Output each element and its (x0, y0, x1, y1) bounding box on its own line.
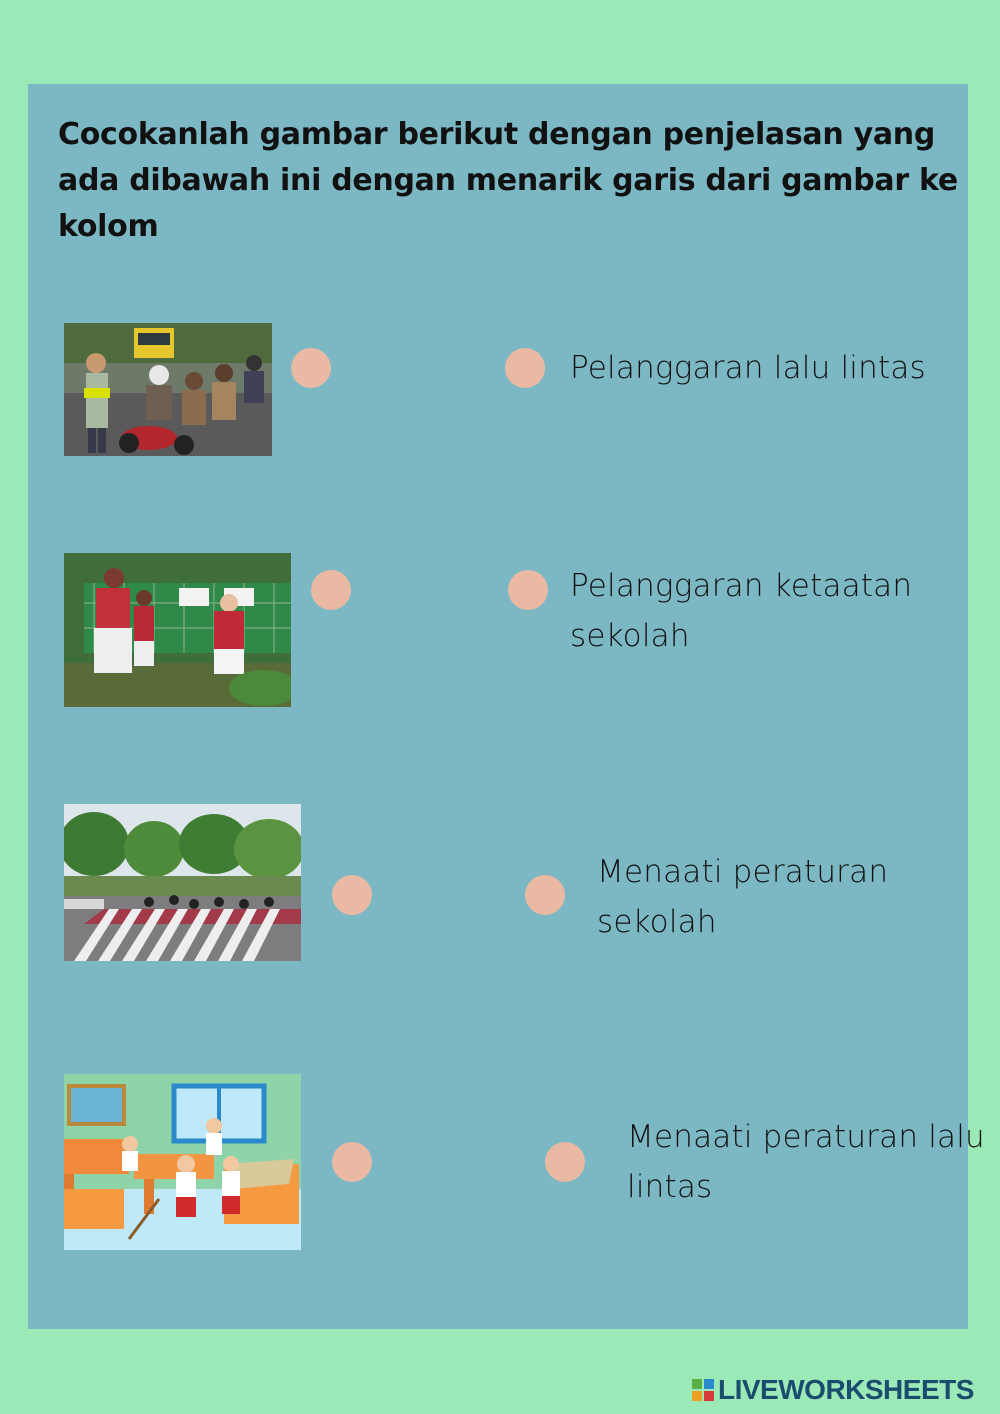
photo-students-gate (64, 553, 291, 707)
label-4-text: Menaati peraturan lalu lintas (627, 1119, 985, 1205)
instruction-text: Cocokanlah gambar berikut dengan penjelasan yang ada dibawah ini dengan menarik garis dari gambar ke kolom (58, 117, 958, 244)
liveworksheets-logo-icon (692, 1379, 714, 1401)
photo-traffic-police (64, 323, 272, 456)
label-2-dot[interactable] (508, 570, 548, 610)
photo-crosswalk (64, 804, 301, 961)
liveworksheets-brand (692, 1374, 974, 1406)
label-2-text: Pelanggaran ketaatan sekolah (570, 568, 913, 654)
label-1-dot[interactable] (505, 348, 545, 388)
picture-2-dot[interactable] (311, 570, 351, 610)
picture-4-dot[interactable] (332, 1142, 372, 1182)
label-1-text: Pelanggaran lalu lintas (570, 350, 926, 386)
picture-3-dot[interactable] (332, 875, 372, 915)
brand-name: LIVEWORKSHEETS (718, 1374, 974, 1405)
label-4-dot[interactable] (545, 1142, 585, 1182)
label-3-text: Menaati peraturan sekolah (597, 854, 889, 940)
photo-classroom (64, 1074, 301, 1250)
picture-1-dot[interactable] (291, 348, 331, 388)
label-3-dot[interactable] (525, 875, 565, 915)
